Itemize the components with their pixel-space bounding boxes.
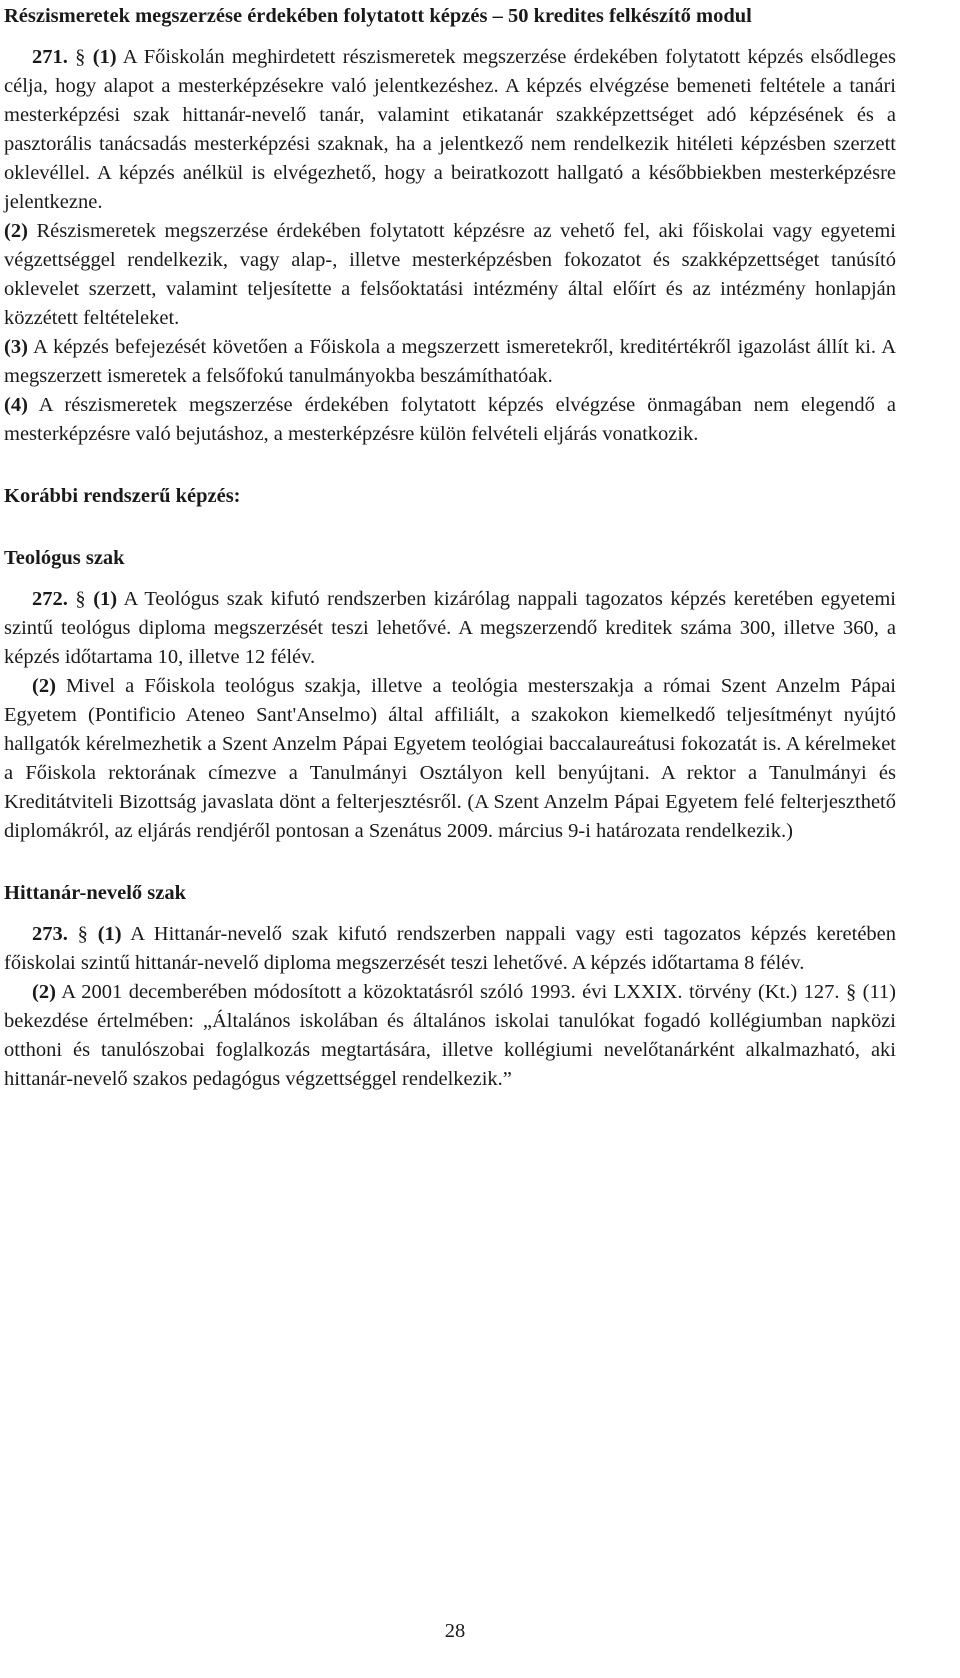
heading-hittanar-nevelo-szak: Hittanár-nevelő szak bbox=[4, 882, 187, 904]
paragraph-number: (2) bbox=[32, 675, 56, 697]
section-271-paragraph-1 bbox=[4, 43, 896, 217]
section-273-paragraph-1 bbox=[4, 920, 896, 978]
paragraph-text: A képzés befejezését követően a Főiskola a megszerzett ismeretekről, kreditértékről igazolást állít ki. A megszerzett ismeretek a felsőfokú tanulmányokba beszámíthatóak. bbox=[4, 336, 897, 387]
section-271-paragraph-4 bbox=[4, 391, 896, 449]
paragraph-number: (3) bbox=[4, 336, 28, 358]
paragraph-number: (1) bbox=[93, 588, 118, 610]
paragraph-text: A részismeretek megszerzése érdekében folytatott képzés elvégzése önmagában nem elegendő a mesterképzésre való bejutáshoz, a mesterképzésre külön felvételi eljárás vonatkozik. bbox=[4, 394, 896, 445]
paragraph-number: (4) bbox=[4, 394, 28, 416]
paragraph-text: A Hittanár-nevelő szak kifutó rendszerben nappali vagy esti tagozatos képzés keretében főiskolai szintű hittanár-nevelő diploma megszerzését teszi lehetővé. A képzés időtartama 8 félév. bbox=[4, 923, 897, 974]
heading-korabbi-rendszeru: Korábbi rendszerű képzés: bbox=[4, 485, 241, 507]
section-272-paragraph-1 bbox=[4, 585, 896, 672]
document-title: Részismeretek megszerzése érdekében folytatott képzés – 50 kredites felkészítő modul bbox=[4, 5, 752, 27]
page-number: 28 bbox=[444, 1620, 466, 1642]
section-271-paragraph-3 bbox=[4, 333, 896, 391]
section-sign: § bbox=[77, 923, 88, 945]
section-273-paragraph-2 bbox=[4, 978, 896, 1094]
document-page bbox=[4, 2, 896, 1094]
paragraph-number: (2) bbox=[32, 981, 56, 1003]
section-number: 273. bbox=[32, 923, 68, 945]
paragraph-text: Mivel a Főiskola teológus szakja, illetve a teológia mesterszakja a római Szent Anzelm Pápai Egyetem (Pontificio Ateneo Sant'Anselmo) által affiliált, a szakokon kiemelkedő teljesítményt nyújtó hallgatók kérelmezhetik a Szent Anzelm Pápai Egyetem teológiai baccalaureátusi fokozatát is. A kérelmeket a Főiskola rektorának címezve a Tanulmányi Osztályon kell benyújtani. A rektor a Tanulmányi és Kreditátviteli Bizottság javaslata dönt a felterjesztésről. (A Szent Anzelm Pápai Egyetem felé felterjeszthető diplomákról, az eljárás rendjéről pontosan a Szenátus 2009. március 9-i határozata rendelkezik.) bbox=[4, 675, 897, 842]
section-271-paragraph-2 bbox=[4, 217, 896, 333]
paragraph-number: (2) bbox=[4, 220, 28, 242]
section-sign: § bbox=[75, 588, 86, 610]
heading-teologus-szak: Teológus szak bbox=[4, 547, 125, 569]
section-number: 271. bbox=[32, 46, 68, 68]
paragraph-text: A Főiskolán meghirdetett részismeretek megszerzése érdekében folytatott képzés elsődleges célja, hogy alapot a mesterképzésekre való jelentkezéshez. A képzés elvégzése bemeneti feltétele a tanári mesterképzési szak hittanár-nevelő tanár, valamint etikatanár szakképzettséget adó képzésének és a pasztorális tanácsadás mesterképzési szaknak, ha a jelentkező nem rendelkezik hitéleti képzésben szerzett oklevéllel. A képzés anélkül is elvégezhető, hogy a beiratkozott hallgató a későbbiekben mesterképzésre jelentkezne. bbox=[4, 46, 897, 213]
paragraph-number: (1) bbox=[92, 46, 117, 68]
section-number: 272. bbox=[32, 588, 68, 610]
section-sign: § bbox=[75, 46, 86, 68]
paragraph-text: A Teológus szak kifutó rendszerben kizárólag nappali tagozatos képzés keretében egyetemi szintű teológus diploma megszerzését teszi lehetővé. A megszerzendő kreditek száma 300, illetve 360, a képzés időtartama 10, illetve 12 félév. bbox=[4, 588, 896, 668]
section-272-paragraph-2 bbox=[4, 672, 896, 846]
paragraph-number: (1) bbox=[97, 923, 122, 945]
paragraph-text: Részismeretek megszerzése érdekében folytatott képzésre az vehető fel, aki főiskolai vagy egyetemi végzettséggel rendelkezik, vagy alap-, illetve mesterképzésben fokozatot és szakképzettséget tanúsító oklevelet szerzett, valamint teljesítette a felsőoktatási intézmény által előírt és az intézmény honlapján közzétett feltételeket. bbox=[4, 220, 896, 329]
paragraph-text: A 2001 decemberében módosított a közoktatásról szóló 1993. évi LXXIX. törvény (Kt.) 127. § (11) bekezdése értelmében: „Általános iskolában és általános iskolai tanulókat fogadó kollégiumban napközi otthoni és tanulószobai foglalkozás megtartására, illetve kollégiumi nevelőtanárként alkalmazható, aki hittanár-nevelő szakos pedagógus végzettséggel rendelkezik.” bbox=[4, 981, 897, 1090]
